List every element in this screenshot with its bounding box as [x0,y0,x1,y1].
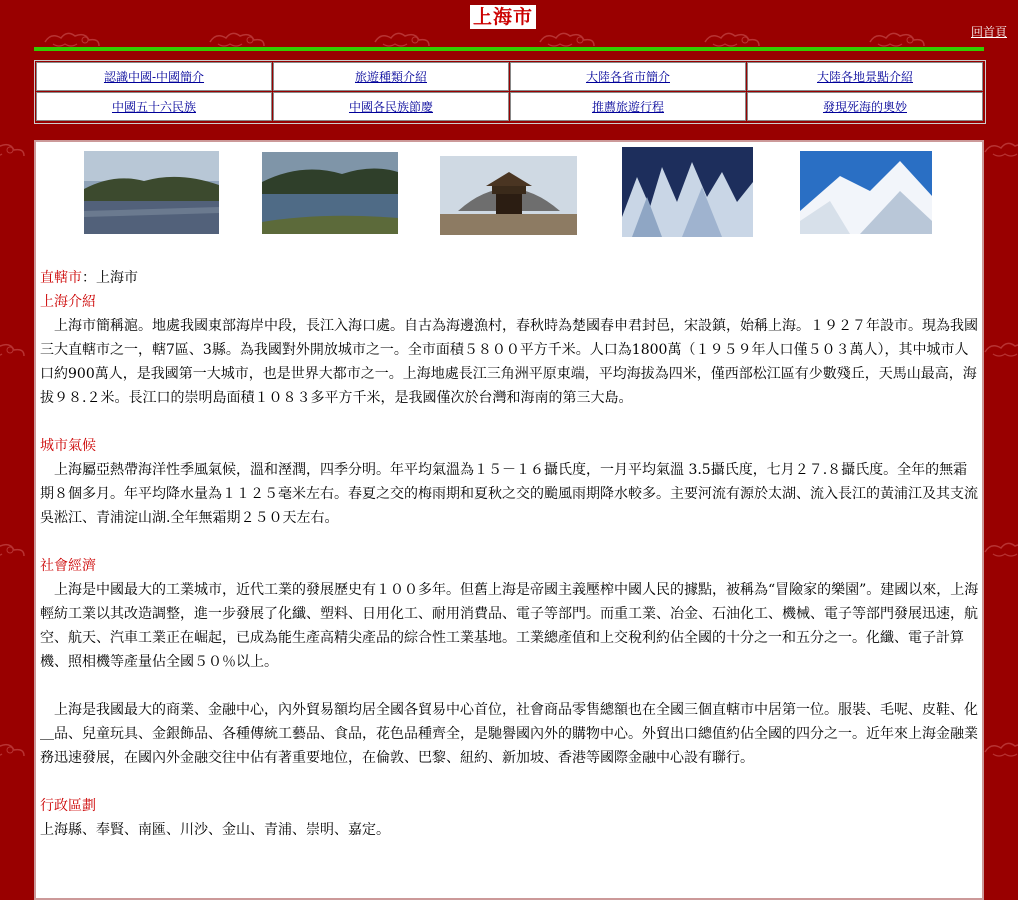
nav-table [34,60,986,124]
photo-pagoda [440,156,577,235]
page-title: 上海市 [470,5,536,29]
nav-link-china-intro[interactable]: 認識中國-中國簡介 [103,70,205,84]
climate-heading: 城市氣候 [40,438,96,454]
nav-link-dead-sea[interactable]: 發現死海的奧妙 [822,100,907,114]
economy-heading: 社會經濟 [40,558,96,574]
intro-heading: 上海介紹 [40,294,96,310]
climate-paragraph: 上海屬亞熱帶海洋性季風氣候，溫和溼潤，四季分明。年平均氣溫為１５－１６攝氏度，一月平均氣溫 3.5攝氏度，七月２７.８攝氏度。全年的無霜期８個多月。年平均降水量為１１２５毫米左右。春夏之交的梅雨期和夏秋之交的颱風雨期降水較多。主要河流有源於太湖、流入長江的黃浦江及其支流吳淞江、青浦淀山湖.全年無霜期２５０天左右。 [40,462,978,526]
economy-paragraph-1: 上海是中國最大的工業城市，近代工業的發展歷史有１００多年。但舊上海是帝國主義壓榨中國人民的據點，被稱為“冒險家的樂園”。建國以來，上海輕紡工業以其改造調整，進一步發展了化纖、塑料、日用化工、耐用消費品、電子等部門。而重工業、冶金、石油化工、機械、電子等部門發展迅速，航空、航天、汽車工業正在崛起，已成為能生產高精尖產品的綜合性工業基地。工業總產值和上交稅利約佔全國的十分之一和五分之一。化纖、電子計算機、照相機等產量佔全國５０％以上。 [40,582,979,670]
nav-cell [747,92,983,121]
content-panel [34,140,984,900]
nav-link-56-ethnic-groups[interactable]: 中國五十六民族 [111,100,196,114]
nav-cell [36,62,272,91]
nav-link-ethnic-festivals[interactable]: 中國各民族節慶 [348,100,433,114]
nav-cell [747,62,983,91]
article [40,266,980,842]
economy-paragraph-2: 上海是我國最大的商業、金融中心，內外貿易額均居全國各貿易中心首位，社會商品零售總額也在全國三個直轄市中居第一位。服裝、毛呢、皮鞋、化＿品、兒童玩具、金銀飾品、各種傳統工藝品、食品，花色品種齊全，是馳譽國內外的購物中心。外貿出口總值約佔全國的四分之一。近年來上海金融業務迅速發展，在國內外金融交往中佔有著重要地位，在倫敦、巴黎、紐約、新加坡、香港等國際金融中心設有聯行。 [40,702,978,766]
nav-link-recommended-itineraries[interactable]: 推薦旅遊行程 [591,100,664,114]
nav-link-provinces[interactable]: 大陸各省市簡介 [585,70,670,84]
municipality-label: 直轄市 [40,270,82,286]
nav-link-travel-types[interactable]: 旅遊種類介紹 [354,70,427,84]
green-divider [34,47,984,51]
nav-cell [510,92,746,121]
nav-cell [510,62,746,91]
nav-link-scenic-spots[interactable]: 大陸各地景點介紹 [816,70,913,84]
photo-glacier [622,147,753,237]
municipality-value: ：上海市 [82,270,138,286]
admin-heading: 行政區劃 [40,798,96,814]
municipality-line [40,266,980,290]
intro-paragraph: 上海市簡稱滬。地處我國東部海岸中段，長江入海口處。自古為海邊漁村，春秋時為楚國春申君封邑，宋設鎮，始稱上海。１９２７年設市。現為我國三大直轄市之一，轄7區、3縣。為我國對外開放城市之一。全市面積５８００平方千米。人口為1800萬（１９５９年人口僅５０３萬人），其中城市人口約900萬人，是我國第一大城市，也是世界大都市之一。上海地處長江三角洲平原東端，平均海拔為四米，僅西部松江區有少數殘丘，天馬山最高，海拔９８.２米。長江口的崇明島面積１０８３多平方千米，是我國僅次於台灣和海南的第三大島。 [40,318,978,406]
admin-paragraph: 上海縣、奉賢、南匯、川沙、金山、青浦、崇明、嘉定。 [40,822,390,838]
nav-cell [36,92,272,121]
nav-cell [273,92,509,121]
home-link[interactable]: 回首頁 [971,25,1008,39]
photo-lake-hills [84,151,219,234]
nav-cell [273,62,509,91]
photo-snow-mountain [800,151,932,234]
photo-lake-reeds [262,152,398,234]
